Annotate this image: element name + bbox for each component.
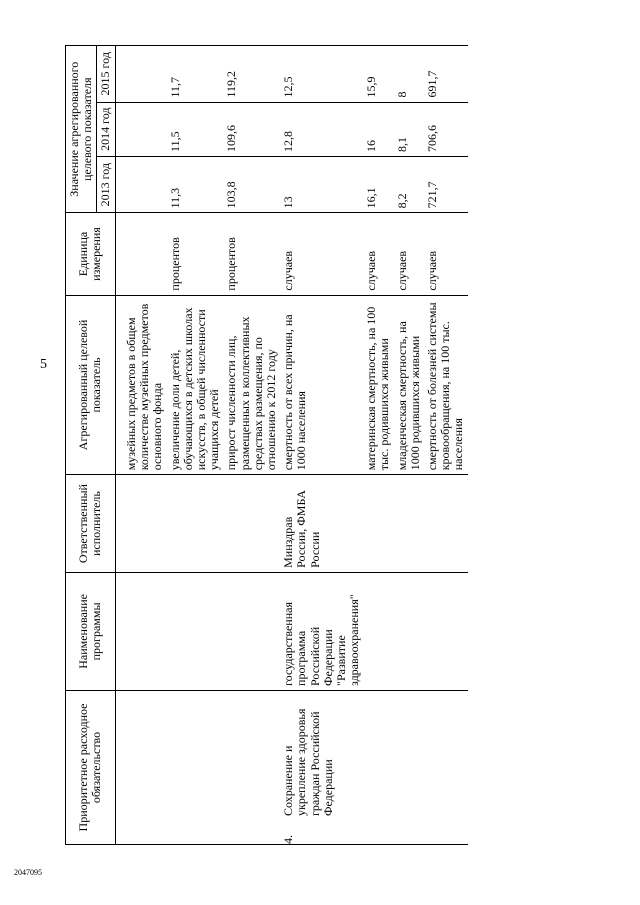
- value-2015-cell: 15,9: [363, 46, 393, 103]
- obligation-cell: [123, 690, 167, 844]
- executor-cell: [167, 475, 224, 573]
- table-row: [123, 46, 167, 845]
- executor-cell: [363, 475, 393, 573]
- program-cell: [167, 572, 224, 690]
- indicator-cell: смертность от всех причин, на 1000 населения: [280, 295, 363, 475]
- unit-cell: случаев: [363, 213, 393, 295]
- obligation-cell: [424, 690, 468, 844]
- program-cell: [394, 572, 424, 690]
- program-cell: государственная программа Российской Федерации "Развитие здравоохранения": [280, 572, 363, 690]
- value-2014-cell: [123, 102, 167, 156]
- indicator-cell: музейных предметов в общем количестве музейных предметов основного фонда: [123, 295, 167, 475]
- unit-cell: процентов: [223, 213, 280, 295]
- value-2013-cell: 103,8: [223, 156, 280, 212]
- executor-cell: [424, 475, 468, 573]
- obligation-cell: [223, 690, 280, 844]
- value-2013-cell: [123, 156, 167, 212]
- header-executor: Ответственный исполнитель: [66, 475, 116, 573]
- table-row: [167, 46, 224, 845]
- value-2014-cell: 109,6: [223, 102, 280, 156]
- value-2013-cell: 8,2: [394, 156, 424, 212]
- header-obligation: Приоритетное расходное обязательство: [66, 690, 116, 844]
- value-2015-cell: 11,7: [167, 46, 224, 103]
- indicators-table: [65, 45, 468, 845]
- header-unit: Единица измерения: [66, 213, 116, 295]
- unit-cell: [123, 213, 167, 295]
- value-2014-cell: 12,8: [280, 102, 363, 156]
- value-2013-cell: 11,3: [167, 156, 224, 212]
- value-2015-cell: 12,5: [280, 46, 363, 103]
- header-year-2015: 2015 год: [97, 46, 115, 103]
- rotated-table-container: [65, 45, 640, 845]
- value-2014-cell: 16: [363, 102, 393, 156]
- obligation-cell: [280, 690, 363, 844]
- value-2014-cell: 11,5: [167, 102, 224, 156]
- value-2013-cell: 13: [280, 156, 363, 212]
- table-row: [394, 46, 424, 845]
- value-2015-cell: 691,7: [424, 46, 468, 103]
- header-value-group: Значение агрегированного целевого показателя: [66, 46, 97, 213]
- unit-cell: случаев: [394, 213, 424, 295]
- table-row: [363, 46, 393, 845]
- indicator-cell: материнская смертность, на 100 тыс. родившихся живыми: [363, 295, 393, 475]
- value-2014-cell: 8,1: [394, 102, 424, 156]
- executor-cell: [223, 475, 280, 573]
- obligation-text: Сохранение и укрепление здоровья граждан Российской Федерации: [281, 708, 335, 816]
- program-cell: [223, 572, 280, 690]
- indicator-cell: смертность от болезней системы кровообращения, на 100 тыс. населения: [424, 295, 468, 475]
- table-row: [424, 46, 468, 845]
- row-number: 4.: [281, 835, 296, 844]
- header-year-2013: 2013 год: [97, 156, 115, 212]
- unit-cell: случаев: [424, 213, 468, 295]
- obligation-cell: [394, 690, 424, 844]
- unit-cell: процентов: [167, 213, 224, 295]
- header-indicator: Агрегированный целевой показатель: [66, 295, 116, 475]
- value-2014-cell: 706,6: [424, 102, 468, 156]
- program-cell: [424, 572, 468, 690]
- value-2013-cell: 721,7: [424, 156, 468, 212]
- indicator-cell: увеличение доли детей, обучающихся в детских школах искусств, в общей численности учащихся детей: [167, 295, 224, 475]
- program-cell: [123, 572, 167, 690]
- table-row: [280, 46, 363, 845]
- value-2015-cell: [123, 46, 167, 103]
- page-number: 5: [40, 357, 47, 372]
- header-year-2014: 2014 год: [97, 102, 115, 156]
- executor-cell: [123, 475, 167, 573]
- indicator-cell: младенческая смертность, на 1000 родившихся живыми: [394, 295, 424, 475]
- executor-cell: [394, 475, 424, 573]
- indicator-cell: прирост численности лиц, размещенных в коллективных средствах размещения, по отношению к 2012 году: [223, 295, 280, 475]
- header-program: Наименование программы: [66, 572, 116, 690]
- executor-cell: Минздрав России, ФМБА России: [280, 475, 363, 573]
- value-2015-cell: 119,2: [223, 46, 280, 103]
- program-cell: [363, 572, 393, 690]
- table-row: [223, 46, 280, 845]
- document-code: 2047095: [14, 868, 42, 877]
- table-header: [66, 46, 116, 845]
- unit-cell: случаев: [280, 213, 363, 295]
- table-body: [115, 46, 468, 845]
- obligation-cell: [363, 690, 393, 844]
- value-2013-cell: 16,1: [363, 156, 393, 212]
- value-2015-cell: 8: [394, 46, 424, 103]
- obligation-cell: [167, 690, 224, 844]
